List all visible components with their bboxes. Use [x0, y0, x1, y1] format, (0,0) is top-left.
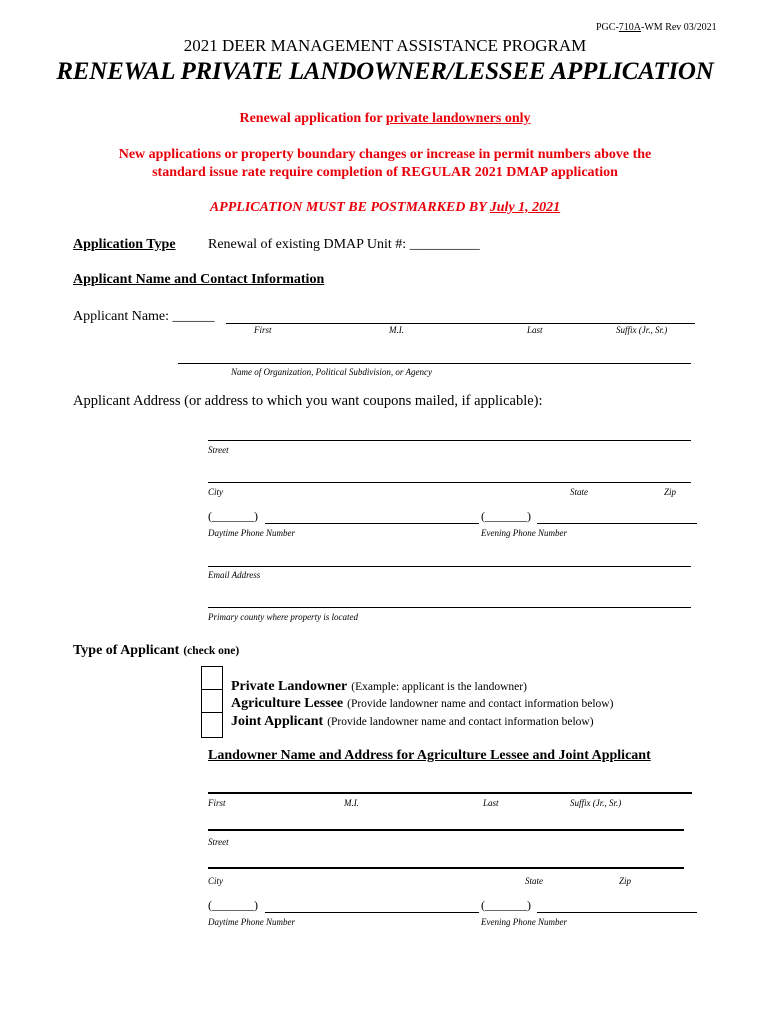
landowner-evening-phone-label: Evening Phone Number	[481, 917, 567, 927]
organization-line[interactable]	[178, 363, 691, 364]
renewal-notice-emphasis: private landowners only	[385, 111, 531, 126]
type-of-applicant-heading	[73, 641, 239, 659]
organization-label: Name of Organization, Political Subdivision, or Agency	[231, 367, 432, 377]
landowner-suffix-label: Suffix (Jr., Sr.)	[570, 798, 622, 808]
renewal-notice-prefix: Renewal application for	[239, 111, 386, 126]
option-joint-applicant-desc: (Provide landowner name and contact information below)	[327, 716, 594, 728]
landowner-street-line[interactable]	[208, 829, 684, 831]
county-label: Primary county where property is located	[208, 612, 359, 622]
option-agriculture-lessee-desc: (Provide landowner name and contact information below)	[347, 698, 614, 710]
daytime-phone-label: Daytime Phone Number	[208, 528, 295, 538]
evening-area-code[interactable]: (_______)	[481, 509, 531, 523]
landowner-last-label: Last	[483, 798, 499, 808]
landowner-daytime-phone-label: Daytime Phone Number	[208, 917, 295, 927]
landowner-zip-label: Zip	[619, 876, 632, 886]
option-private-landowner	[231, 677, 527, 695]
landowner-mi-label: M.I.	[344, 798, 359, 808]
renewal-notice	[0, 111, 770, 127]
suffix-label: Suffix (Jr., Sr.)	[616, 325, 668, 335]
type-of-applicant-hint: (check one)	[183, 645, 240, 657]
landowner-city-line[interactable]	[208, 867, 684, 869]
evening-phone-line[interactable]	[537, 523, 697, 524]
landowner-name-line[interactable]	[208, 792, 692, 794]
form-revision: -WM Rev 03/2021	[641, 22, 717, 33]
last-name-label: Last	[527, 325, 543, 335]
middle-initial-label: M.I.	[389, 325, 404, 335]
daytime-phone-line[interactable]	[265, 523, 479, 524]
option-joint-applicant	[231, 712, 594, 730]
landowner-evening-area-code[interactable]: (_______)	[481, 898, 531, 912]
application-type-label: Application Type	[73, 237, 176, 252]
postmark-deadline	[0, 200, 770, 216]
option-agriculture-lessee-title: Agriculture Lessee	[231, 696, 344, 711]
landowner-daytime-phone-line[interactable]	[265, 912, 479, 913]
new-applications-notice	[0, 146, 770, 182]
applicant-address-label: Applicant Address (or address to which you want coupons mailed, if applicable):	[73, 393, 543, 409]
checkbox-joint-applicant[interactable]	[201, 712, 223, 738]
county-line[interactable]	[208, 607, 691, 608]
landowner-first-label: First	[208, 798, 226, 808]
landowner-street-label: Street	[208, 837, 229, 847]
option-joint-applicant-title: Joint Applicant	[231, 714, 324, 729]
applicant-name-line[interactable]	[226, 323, 695, 324]
form-code-number: 710A	[618, 22, 642, 33]
street-line[interactable]	[208, 440, 691, 441]
option-agriculture-lessee	[231, 694, 613, 712]
zip-label: Zip	[664, 487, 677, 497]
checkbox-private-landowner[interactable]	[201, 666, 223, 690]
email-line[interactable]	[208, 566, 691, 567]
type-of-applicant-label: Type of Applicant	[73, 643, 180, 658]
form-code	[596, 22, 717, 33]
landowner-section-heading: Landowner Name and Address for Agriculture Lessee and Joint Applicant	[208, 748, 651, 763]
landowner-daytime-area-code[interactable]: (_______)	[208, 898, 258, 912]
new-applications-line-2: standard issue rate require completion of REGULAR 2021 DMAP application	[152, 165, 618, 180]
page-title: RENEWAL PRIVATE LANDOWNER/LESSEE APPLICATION	[56, 58, 714, 85]
applicant-name-label: Applicant Name: ______	[73, 309, 215, 324]
email-label: Email Address	[208, 570, 261, 580]
postmark-date: July 1, 2021	[489, 200, 561, 215]
applicant-section-heading: Applicant Name and Contact Information	[73, 272, 325, 287]
street-label: Street	[208, 445, 229, 455]
option-private-landowner-desc: (Example: applicant is the landowner)	[351, 681, 527, 693]
dmap-unit-field[interactable]: Renewal of existing DMAP Unit #: __________	[208, 237, 480, 252]
city-label: City	[208, 487, 223, 497]
checkbox-agriculture-lessee[interactable]	[201, 689, 223, 713]
option-private-landowner-title: Private Landowner	[231, 679, 348, 694]
program-name: 2021 DEER MANAGEMENT ASSISTANCE PROGRAM	[183, 36, 587, 55]
first-name-label: First	[254, 325, 272, 335]
state-label: State	[570, 487, 588, 497]
form-code-prefix: PGC-	[596, 22, 619, 33]
landowner-state-label: State	[525, 876, 543, 886]
daytime-area-code[interactable]: (_______)	[208, 509, 258, 523]
landowner-city-label: City	[208, 876, 223, 886]
city-state-zip-line[interactable]	[208, 482, 691, 483]
landowner-evening-phone-line[interactable]	[537, 912, 697, 913]
postmark-prefix: APPLICATION MUST BE POSTMARKED BY	[209, 200, 490, 215]
evening-phone-label: Evening Phone Number	[481, 528, 567, 538]
new-applications-line-1: New applications or property boundary changes or increase in permit numbers above the	[118, 147, 652, 162]
